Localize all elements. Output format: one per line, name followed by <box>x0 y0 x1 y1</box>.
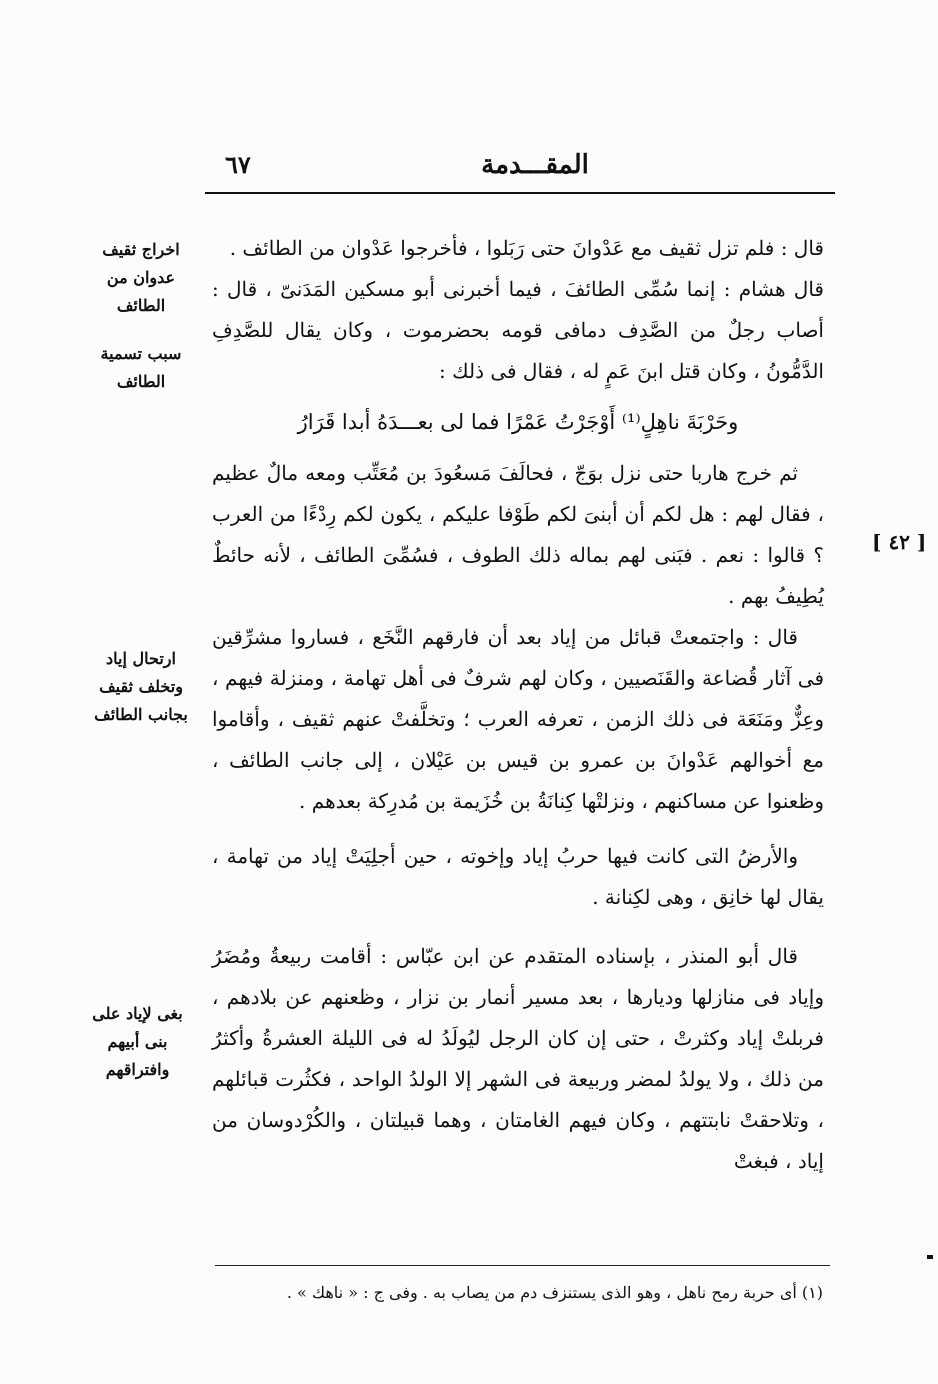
footnote-rule <box>215 1265 830 1266</box>
footnote: (١) أى حربة رمح ناهل ، وهو الذى يستنزف دم من يصاب به . وفى ج : « ناهك » . <box>286 1283 823 1302</box>
margin-note-departure: ارتحال إياد وتخلف ثقيف بجانب الطائف <box>94 649 188 724</box>
margin-note-naming: سبب تسمية الطائف <box>100 344 182 391</box>
main-text <box>212 228 824 1182</box>
paragraph: قال : فلم تزل ثقيف مع عَدْوانَ حتى رَبَلوا ، فأخرجوا عَدْوان من الطائف . <box>229 236 824 260</box>
page-number: ٦٧ <box>225 150 251 179</box>
page-header <box>205 150 835 186</box>
paragraph: قال أبو المنذر ، بإسناده المتقدم عن ابن عبّاس : أقامت ربيعةُ ومُضَرُ وإياد فى منازلها وديارها ، بعد مسير أنمار بن نزار ، وظعنهم عن بلادهم ، فربلتْ إياد وكثرتْ ، حتى إن كان الرجل ليُولَدُ له فى الليلة العشرةُ وأكثرُ من ذلك ، ولا يولدُ لمضر وربيعة فى الشهر إلا الولدُ الواحد ، فكثُرت قبائلهم ، وتلاحقتْ نابتتهم ، وكان فيهم الغامتان ، وهما قبيلتان ، والكُرْدوسان من إياد ، فبغتْ <box>212 944 824 1173</box>
running-title: المقـــدمة <box>481 150 589 180</box>
paragraph: قال : واجتمعتْ قبائل من إياد بعد أن فارقهم النَّخَع ، فساروا مشرِّقين فى آثار قُضاعة والقَنَصيين ، وكان لهم شرفٌ فى أهل تهامة ، ومنزلة فيهم ، وعِزٌّ ومَنَعَة فى ذلك الزمن ، تعرفه العرب ؛ وتخلَّفتْ عنهم ثقيف ، وأقاموا مع أخوالهم عَدْوانَ بن عمرو بن قيس بن عَيْلان ، إلى جانب الطائف ، وظعنوا عن مساكنهم ، ونزلتْها كِنانَةُ بن خُزَيمة بن مُدرِكة بعدهم . <box>212 625 824 813</box>
verse-line: وحَرْبَةَ ناهِلٍ⁽¹⁾ أَوْجَرْتُ عَمْرًا فما لى بعـــدَهُ أبدا قَرَارُ <box>297 410 739 434</box>
paragraph: ثم خرج هاربا حتى نزل بوَجّ ، فحالَفَ مَسعُودَ بن مُعَتِّب ومعه مالٌ عظيم ، فقال لهم : هل لكم أن أبنىَ لكم طَوْفا عليكم ، يكون لكم رِدْءًا من العرب ؟ قالوا : نعم . فبَنى لهم بماله ذلك الطوف ، فسُمِّىَ الطائف ، لأنه حائطٌ يُطِيفُ بهم . <box>212 461 824 608</box>
manuscript-page-marker: [ ٤٢ ] <box>872 530 927 554</box>
header-rule <box>205 192 835 194</box>
paragraph: والأرضُ التى كانت فيها حربُ إياد وإخوته ، حين أجلِيَتْ إياد من تهامة ، يقال لها خانِق ، وهى لكِنانة . <box>212 844 824 909</box>
margin-note-expulsion: اخراج ثقيف عدوان من الطائف <box>102 240 180 315</box>
paragraph: قال هشام : إنما سُمِّى الطائفَ ، فيما أخبرنى أبو مسكين المَدَنىّ ، قال : أصاب رجلٌ من الصَّدِف دمافى قومه بحضرموت ، وكان يقال للصَّدِفِ الدَّمُّونُ ، وكان قتل ابنَ عَمٍ له ، فقال فى ذلك : <box>212 277 824 383</box>
margin-note-transgression: بغى لإياد على بنى أبيهم وافتراقهم <box>92 1004 183 1079</box>
edge-mark <box>927 1255 933 1259</box>
